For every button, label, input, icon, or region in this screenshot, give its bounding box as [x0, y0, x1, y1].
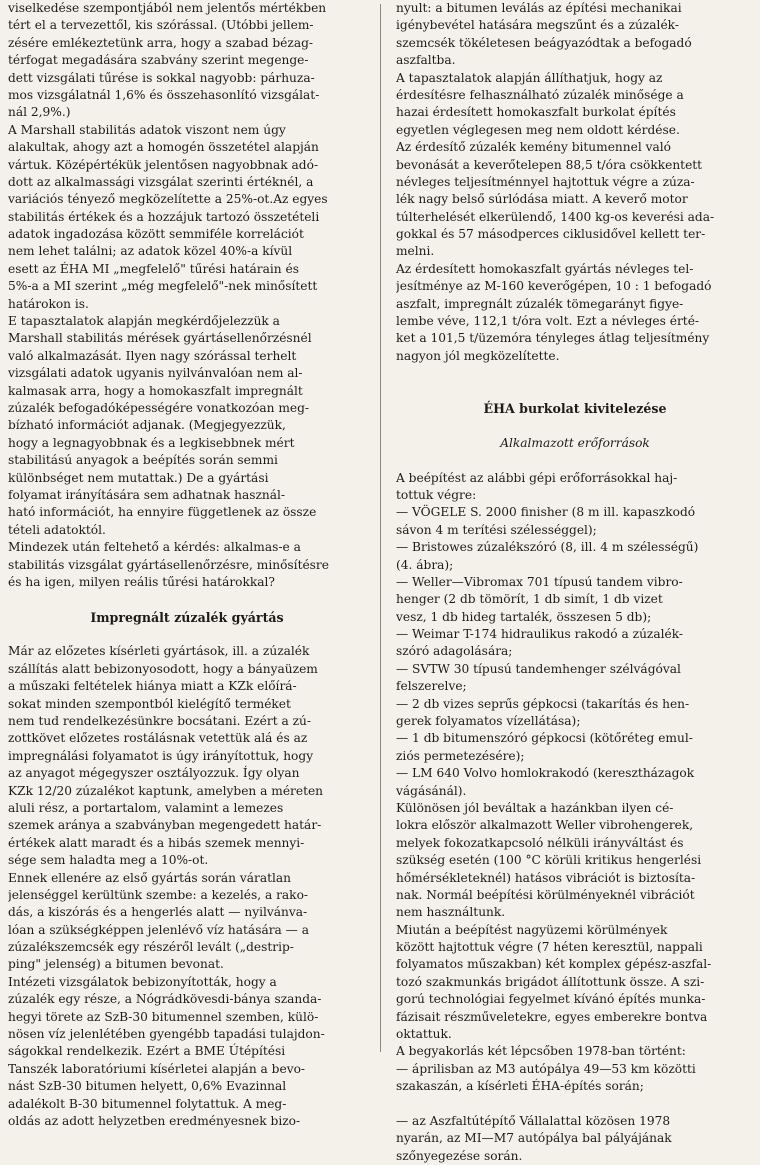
- text-line: zottkövet előzetes rostálásnak vetettük alá és az: [8, 731, 308, 746]
- text-line: vártuk. Középértékük jelentősen nagyobbnak adó-: [8, 157, 319, 172]
- text-line: szemek aránya a szabványban megengedett határ-: [8, 818, 322, 833]
- text-line: esett az ÉHA MI „megfelelő" tűrési határain és: [8, 261, 299, 276]
- text-line: nösen víz jelenlétében gyengébb tapadási tulajdon-: [8, 1027, 325, 1042]
- text-line: nyult: a bitumen leválás az építési mechanikai: [396, 1, 682, 15]
- text-line: hőmérsékleteknél) hatásos vibrációt is biztosíta-: [396, 870, 696, 885]
- text-line: Tanszék laboratóriumi kísérletei alapján a bevo-: [8, 1061, 306, 1076]
- text-line: — Weller—Vibromax 701 típusú tandem vibro-: [396, 574, 683, 589]
- text-line: ságokkal rendelkezik. Ezért a BME Útépítési: [8, 1044, 286, 1059]
- text-line: nagyon jól megközelítette.: [396, 348, 560, 363]
- text-line: aszfaltba.: [396, 53, 456, 68]
- right-column: [396, 0, 754, 1165]
- text-line: térfogat megadására szabvány szerint megenge-: [8, 53, 309, 68]
- blank-line: [396, 383, 754, 400]
- text-line: hegyi törete az SzB-30 bitumennel szemben, külö-: [8, 1009, 319, 1024]
- text-line: gokkal és 57 másodperces ciklusidővel kellett ter-: [396, 227, 706, 242]
- column-divider: [380, 4, 381, 1052]
- text-line: 5%-a a MI szerint „még megfelelő"-nek minősített: [8, 279, 318, 294]
- text-line: — Bristowes zúzalékszóró (8, ill. 4 m szélességű): [396, 540, 699, 555]
- text-line: Mindezek után feltehető a kérdés: alkalmas-e a: [8, 540, 301, 555]
- text-line: — 1 db bitumenszóró gépkocsi (kötőréteg emul-: [396, 731, 693, 746]
- text-line: felszerelve;: [396, 679, 467, 694]
- text-line: és ha igen, milyen reális tűrési határokkal?: [8, 574, 275, 589]
- text-line: szállítás alatt bebizonyosodott, hogy a bányaüzem: [8, 661, 318, 676]
- text-line: oktattuk.: [396, 1027, 452, 1042]
- text-line: lembe véve, 112,1 t/óra volt. Ezt a névleges érté-: [396, 314, 700, 329]
- text-line: tottuk végre:: [396, 487, 477, 502]
- text-line: nást SzB-30 bitumen helyett, 0,6% Evazinnal: [8, 1079, 287, 1094]
- text-line: a műszaki feltételek hiánya miatt a KZk előírá-: [8, 679, 297, 694]
- text-line: ziós permetezésére);: [396, 748, 525, 763]
- text-line: mos vizsgálatnál 1,6% és összehasonlító vizsgálat-: [8, 87, 320, 102]
- text-line: ható információt, ha ennyire függetlenek az össze: [8, 505, 317, 520]
- text-line: Intézeti vizsgálatok bebizonyították, hogy a: [8, 974, 277, 989]
- text-line: henger (2 db tömörít, 1 db simít, 1 db vizet: [396, 592, 663, 607]
- text-line: — SVTW 30 típusú tandemhenger szélvágóval: [396, 661, 681, 676]
- text-line: Az érdesítő zúzalék kemény bitumennel való: [396, 140, 671, 155]
- blank-line: [396, 417, 754, 434]
- text-line: melyek fokozatkapcsoló nélküli irányváltást és: [396, 835, 684, 850]
- text-line: — Weimar T-174 hidraulikus rakodó a zúzalék-: [396, 627, 684, 642]
- text-line: — 2 db vizes seprűs gépkocsi (takarítás és hen-: [396, 696, 690, 711]
- text-line: A begyakorlás két lépcsőben 1978-ban történt:: [396, 1044, 686, 1059]
- text-line: tételi adatoktól.: [8, 522, 106, 537]
- text-line: — LM 640 Volvo homlokrakodó (keresztházagok: [396, 766, 695, 781]
- text-line: zúzalékszemcsék egy részéről levált („destrip-: [8, 940, 294, 955]
- text-line: variációs tényező megközelítette a 25%-ot.Az egyes: [8, 192, 328, 207]
- text-line: alakultak, ahogy azt a homogén összetétel alapján: [8, 140, 319, 155]
- text-line: különbséget nem mutattak.) De a gyártási: [8, 470, 269, 485]
- text-line: az anyagot mégegyszer osztályozzuk. Így olyan: [8, 766, 300, 781]
- text-line: zúzalék befogadóképességére vonatkozóan meg-: [8, 400, 310, 415]
- text-line: A beépítést az alábbi gépi erőforrásokkal haj-: [396, 470, 678, 485]
- text-line: Különösen jól beváltak a hazánkban ilyen cé-: [396, 800, 674, 815]
- text-line: tért el a tervezettől, kis szórással. (Utóbbi jellem-: [8, 18, 314, 33]
- text-line: — áprilisban az M3 autópálya 49—53 km közötti: [396, 1061, 696, 1076]
- text-line: sávon 4 m terítési szélességgel);: [396, 522, 597, 537]
- text-line: bevonását a keverőtelepen 88,5 t/óra csökkentett: [396, 157, 703, 172]
- text-line: zésére emlékeztetünk arra, hogy a szabad bézag-: [8, 35, 314, 50]
- text-line: szőnyegezése során.: [396, 1148, 523, 1163]
- text-line: melni.: [396, 244, 435, 259]
- text-line: vizsgálati adatok ugyanis nyilvánvalóan nem al-: [8, 366, 303, 381]
- text-line: kalmasak arra, hogy a homokaszfalt impregnált: [8, 383, 303, 398]
- text-line: szükség esetén (100 °C körüli kritikus hengerlési: [396, 853, 702, 868]
- text-line: Miután a beépítést nagyüzemi körülmények: [396, 922, 668, 937]
- text-line: adalékolt B-30 bitumennel folytattuk. A meg-: [8, 1096, 287, 1111]
- text-line: dett vizsgálati tűrése is sokkal nagyobb: párhuza-: [8, 70, 315, 85]
- text-line: (4. ábra);: [396, 557, 454, 572]
- section-heading: ÉHA burkolat kivitelezése: [483, 400, 667, 416]
- text-line: tozó szakmunkás brigádot állítottunk össze. A szi-: [396, 974, 705, 989]
- text-line: nem lehet találni; az adatok közel 40%-a kívül: [8, 244, 293, 259]
- text-line: — az Aszfaltútépítő Vállalattal közösen 1978: [396, 1114, 671, 1128]
- text-line: igénybevétel hatására megszűnt és a zúzalék-: [396, 18, 679, 33]
- text-line: vesz, 1 db hideg tartalék, összesen 5 db);: [396, 609, 652, 624]
- text-line: értékek alatt maradt és a hibás szemek mennyi-: [8, 835, 305, 850]
- text-line: stabilitású anyagok a beépítés során semmi: [8, 453, 278, 468]
- blank-line: [8, 626, 366, 643]
- text-line: E tapasztalatok alapján megkérdőjelezzük a: [8, 314, 280, 329]
- text-line: lokra először alkalmazott Weller vibrohengerek,: [396, 818, 694, 833]
- text-line: gerek folyamatos vízellátása);: [396, 714, 581, 729]
- text-line: nyarán, az MI—M7 autópálya bal pályájának: [396, 1131, 672, 1146]
- text-line: aszfalt, impregnált zúzalék tömegarányt figye-: [396, 296, 684, 311]
- text-line: A Marshall stabilitás adatok viszont nem úgy: [8, 122, 286, 137]
- text-line: lék nagy belső súrlódása miatt. A keverő motor: [396, 192, 688, 207]
- text-line: Már az előzetes kísérleti gyártások, ill. a zúzalék: [8, 644, 310, 659]
- text-line: szóró adagolására;: [396, 644, 513, 659]
- left-column: [8, 0, 366, 1130]
- text-line: bízható információt adjanak. (Megjegyezzük,: [8, 418, 286, 433]
- text-line: nem használtunk.: [396, 905, 506, 920]
- text-line: impregnálási folyamatot is úgy irányítottuk, hogy: [8, 748, 314, 763]
- subsection-heading: Alkalmazott erőforrások: [500, 435, 650, 450]
- text-line: való alkalmazását. Ilyen nagy szórással terhelt: [8, 348, 297, 363]
- text-line: aluli rész, a portartalom, valamint a lemezes: [8, 800, 284, 815]
- text-line: szemcsék tökéletesen beágyazódtak a befogadó: [396, 35, 692, 50]
- text-line: nak. Normál beépítési körülményeknél vibrációt: [396, 887, 695, 902]
- text-line: stabilitás vizsgálat gyártásellenőrzésre, minősítésre: [8, 557, 329, 572]
- text-line: — VÖGELE S. 2000 finisher (8 m ill. kapaszkodó: [396, 505, 696, 520]
- blank-line: [8, 591, 366, 608]
- text-line: KZk 12/20 zúzalékot kaptunk, amelyben a méreten: [8, 783, 324, 798]
- text-line: ket a 101,5 t/üzemóra tényleges átlag teljesítmény: [396, 331, 710, 346]
- text-line: adatok ingadozása között semmiféle korrelációt: [8, 227, 304, 242]
- text-line: zúzalék egy része, a Nógrádkövesdi-bánya szanda-: [8, 992, 322, 1007]
- text-line: stabilitás értékek és a hozzájuk tartozó összetételi: [8, 209, 320, 224]
- text-line: egyetlen véglegesen meg nem oldott kérdése.: [396, 122, 680, 137]
- text-line: nem tud rendelkezésünkre bocsátani. Ezért a zú-: [8, 714, 311, 729]
- text-line: névleges teljesítménnyel hajtottuk végre a zúza-: [396, 174, 695, 189]
- text-line: vágásánál).: [396, 783, 467, 798]
- text-line: Ennek ellenére az első gyártás során váratlan: [8, 870, 292, 885]
- text-line: között hajtottuk végre (7 héten keresztül, nappali: [396, 940, 703, 955]
- text-line: nál 2,9%.): [8, 105, 71, 120]
- text-line: lóan a szükségképpen jelenlévő víz hatására — a: [8, 922, 310, 937]
- text-line: dás, a kiszórás és a hengerlés alatt — nyilvánva-: [8, 905, 308, 920]
- text-line: oldás az adott helyzetben eredményesnek bizo-: [8, 1114, 301, 1128]
- text-line: viselkedése szempontjából nem jelentős mértékben: [8, 1, 327, 15]
- text-line: Az érdesített homokaszfalt gyártás névleges tel-: [396, 261, 694, 276]
- blank-line: [396, 1096, 754, 1113]
- text-line: határokon is.: [8, 296, 89, 311]
- text-line: hogy a legnagyobbnak és a legkisebbnek mért: [8, 435, 295, 450]
- text-line: ping" jelenség) a bitumen bevonat.: [8, 957, 224, 972]
- text-line: sége sem haladta meg a 10%-ot.: [8, 853, 209, 868]
- text-line: szakaszán, a kísérleti ÉHA-építés során;: [396, 1079, 644, 1094]
- text-line: jelenséggel kerültünk szembe: a kezelés, a rako-: [8, 887, 309, 902]
- text-line: túlterhelését elkerülendő, 1400 kg-os keverési ada-: [396, 209, 715, 224]
- section-heading: Impregnált zúzalék gyártás: [90, 609, 284, 625]
- text-line: hazai érdesített homokaszfalt burkolat építés: [396, 105, 676, 120]
- text-line: gorú technológiai fegyelmet kívánó építés munka-: [396, 992, 706, 1007]
- text-line: érdesítésre felhasználható zúzalék minősége a: [396, 87, 684, 102]
- text-line: A tapasztalatok alapján állíthatjuk, hogy az: [396, 70, 663, 85]
- text-line: dott az alkalmassági vizsgálat szerinti értéknél, a: [8, 174, 314, 189]
- text-line: folyamat irányítására sem adhatnak használ-: [8, 487, 286, 502]
- text-line: folyamatos műszakban) két komplex gépész-aszfal-: [396, 957, 712, 972]
- text-line: Marshall stabilitás mérések gyártásellenőrzésnél: [8, 331, 312, 346]
- text-line: fázisait részműveletekre, egyes emberekre bontva: [396, 1009, 708, 1024]
- text-line: jesítménye az M-160 keverőgépen, 10 : 1 befogadó: [396, 279, 712, 294]
- text-line: sokat minden szempontból kielégítő terméket: [8, 696, 291, 711]
- blank-line: [396, 452, 754, 469]
- blank-line: [396, 365, 754, 382]
